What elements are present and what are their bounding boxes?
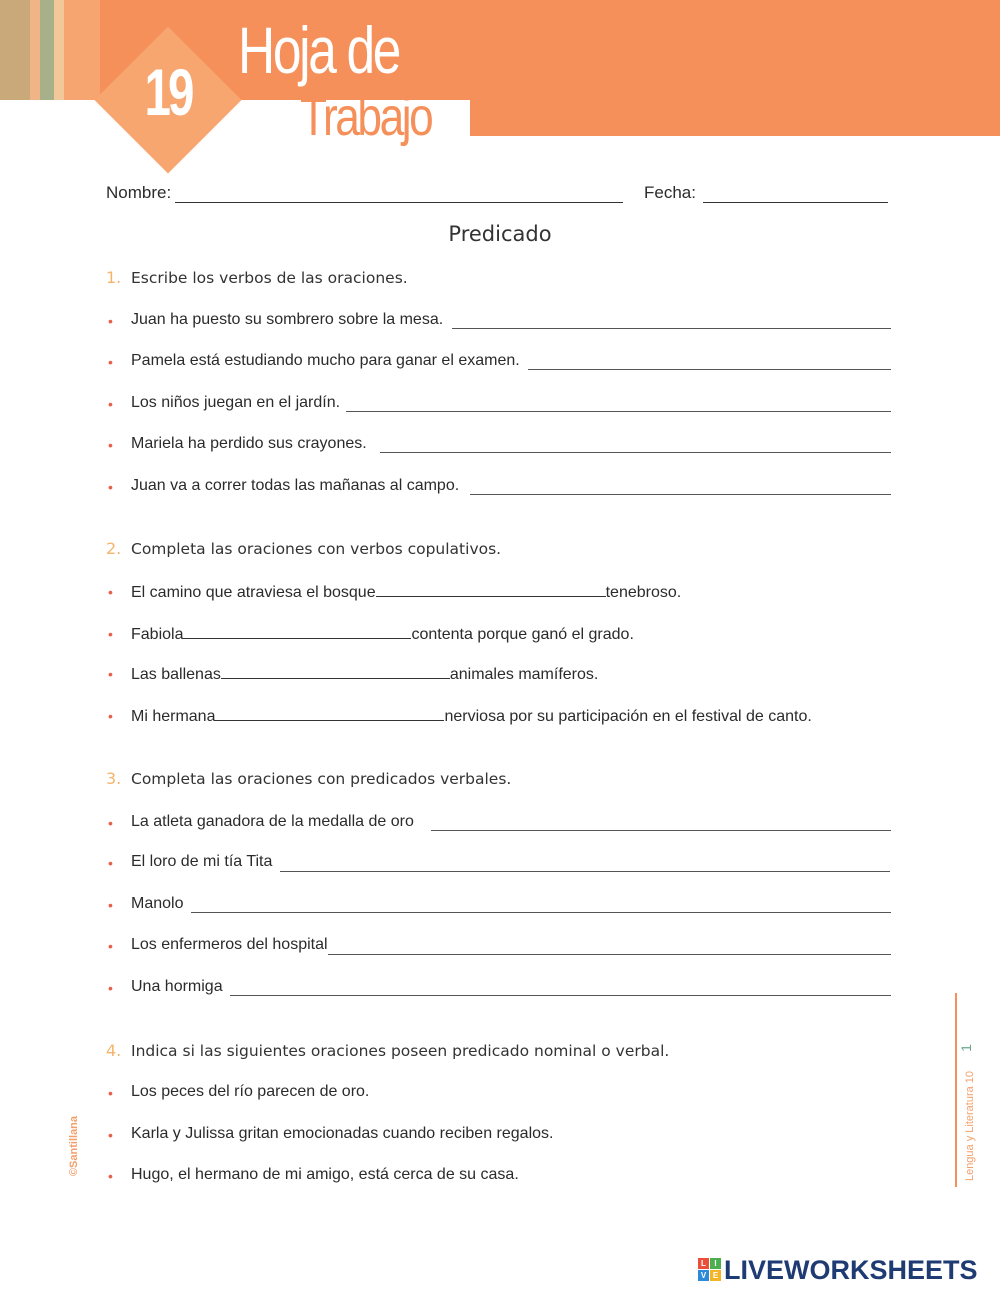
answer-line[interactable]: [230, 995, 891, 996]
answer-line[interactable]: [280, 871, 890, 872]
bullet: •: [108, 437, 113, 453]
liveworksheets-logo[interactable]: [698, 1255, 978, 1285]
item-text-before: El camino que atraviesa el bosque: [131, 584, 376, 601]
date-label: Fecha:: [644, 183, 696, 202]
header-title-line1: Hoja de: [238, 13, 400, 87]
bullet: •: [108, 354, 113, 370]
list-item: Manolo: [131, 895, 184, 912]
list-item: Una hormiga: [131, 978, 223, 995]
item-text-after: tenebroso.: [605, 584, 682, 601]
list-item: Pamela está estudiando mucho para ganar el examen.: [131, 352, 520, 369]
liveworksheets-icon: L I V E: [698, 1258, 722, 1282]
section-4-instruction: Indica si las siguientes oraciones poseen predicado nominal o verbal.: [131, 1042, 670, 1060]
item-text-after: animales mamíferos.: [449, 666, 599, 683]
publisher-watermark: ©Santillana: [68, 1115, 80, 1177]
page-title: Predicado: [448, 222, 552, 246]
item-text-before: Mi hermana: [131, 708, 216, 725]
bullet: •: [108, 815, 113, 831]
header-stripes: [0, 0, 100, 100]
side-subject: Lengua y Literatura 10: [964, 1070, 976, 1182]
side-page-number: 1: [957, 1044, 974, 1052]
liveworksheets-wordmark: LIVEWORKSHEETS: [724, 1254, 978, 1285]
list-item: La atleta ganadora de la medalla de oro: [131, 813, 414, 830]
list-item: Juan va a correr todas las mañanas al campo.: [131, 477, 460, 494]
answer-line[interactable]: [191, 912, 891, 913]
bullet: •: [108, 980, 113, 996]
section-2-instruction: Completa las oraciones con verbos copulativos.: [131, 540, 502, 558]
list-item: Juan ha puesto su sombrero sobre la mesa.: [131, 311, 444, 328]
item-text-after: contenta porque ganó el grado.: [411, 626, 634, 643]
item-text-after: nerviosa por su participación en el festival de canto.: [444, 708, 812, 725]
bullet: •: [108, 1085, 113, 1101]
list-item: Los enfermeros del hospital: [131, 936, 328, 953]
list-item: Mariela ha perdido sus crayones.: [131, 435, 367, 452]
section-3-number: 3.: [106, 769, 122, 788]
bullet: •: [108, 855, 113, 871]
list-item: Hugo, el hermano de mi amigo, está cerca de su casa.: [131, 1166, 519, 1183]
sheet-number: 19: [144, 55, 192, 129]
bullet: •: [108, 1127, 113, 1143]
list-item: Los niños juegan en el jardín.: [131, 394, 341, 411]
list-item: [131, 624, 634, 644]
list-item: [131, 664, 598, 684]
answer-line[interactable]: [346, 411, 891, 412]
bullet: •: [108, 938, 113, 954]
header-title-line2: Trabajo: [300, 87, 432, 147]
name-label: Nombre:: [106, 183, 172, 202]
list-item: [131, 582, 681, 602]
bullet: •: [108, 626, 113, 642]
item-text-before: Fabiola: [131, 626, 184, 643]
section-1-instruction: Escribe los verbos de las oraciones.: [131, 269, 408, 287]
answer-line[interactable]: [528, 369, 891, 370]
bullet: •: [108, 396, 113, 412]
blank-field[interactable]: [376, 582, 606, 597]
section-4-number: 4.: [106, 1041, 122, 1060]
blank-field[interactable]: [215, 706, 444, 721]
side-rule: [955, 993, 957, 1187]
bullet: •: [108, 666, 113, 682]
list-item: [131, 706, 812, 726]
date-field[interactable]: [703, 202, 888, 203]
answer-line[interactable]: [452, 328, 891, 329]
section-2-number: 2.: [106, 539, 122, 558]
bullet: •: [108, 313, 113, 329]
list-item: Karla y Julissa gritan emocionadas cuando reciben regalos.: [131, 1125, 554, 1142]
answer-line[interactable]: [380, 452, 891, 453]
bullet: •: [108, 1168, 113, 1184]
blank-field[interactable]: [221, 664, 450, 679]
bullet: •: [108, 584, 113, 600]
name-field[interactable]: [175, 202, 623, 203]
answer-line[interactable]: [431, 830, 891, 831]
bullet: •: [108, 708, 113, 724]
answer-line[interactable]: [328, 954, 891, 955]
bullet: •: [108, 897, 113, 913]
blank-field[interactable]: [183, 624, 411, 639]
item-text-before: Las ballenas: [131, 666, 221, 683]
section-1-number: 1.: [106, 268, 122, 287]
list-item: Los peces del río parecen de oro.: [131, 1083, 370, 1100]
list-item: El loro de mi tía Tita: [131, 853, 273, 870]
bullet: •: [108, 479, 113, 495]
section-3-instruction: Completa las oraciones con predicados verbales.: [131, 770, 512, 788]
answer-line[interactable]: [470, 494, 891, 495]
